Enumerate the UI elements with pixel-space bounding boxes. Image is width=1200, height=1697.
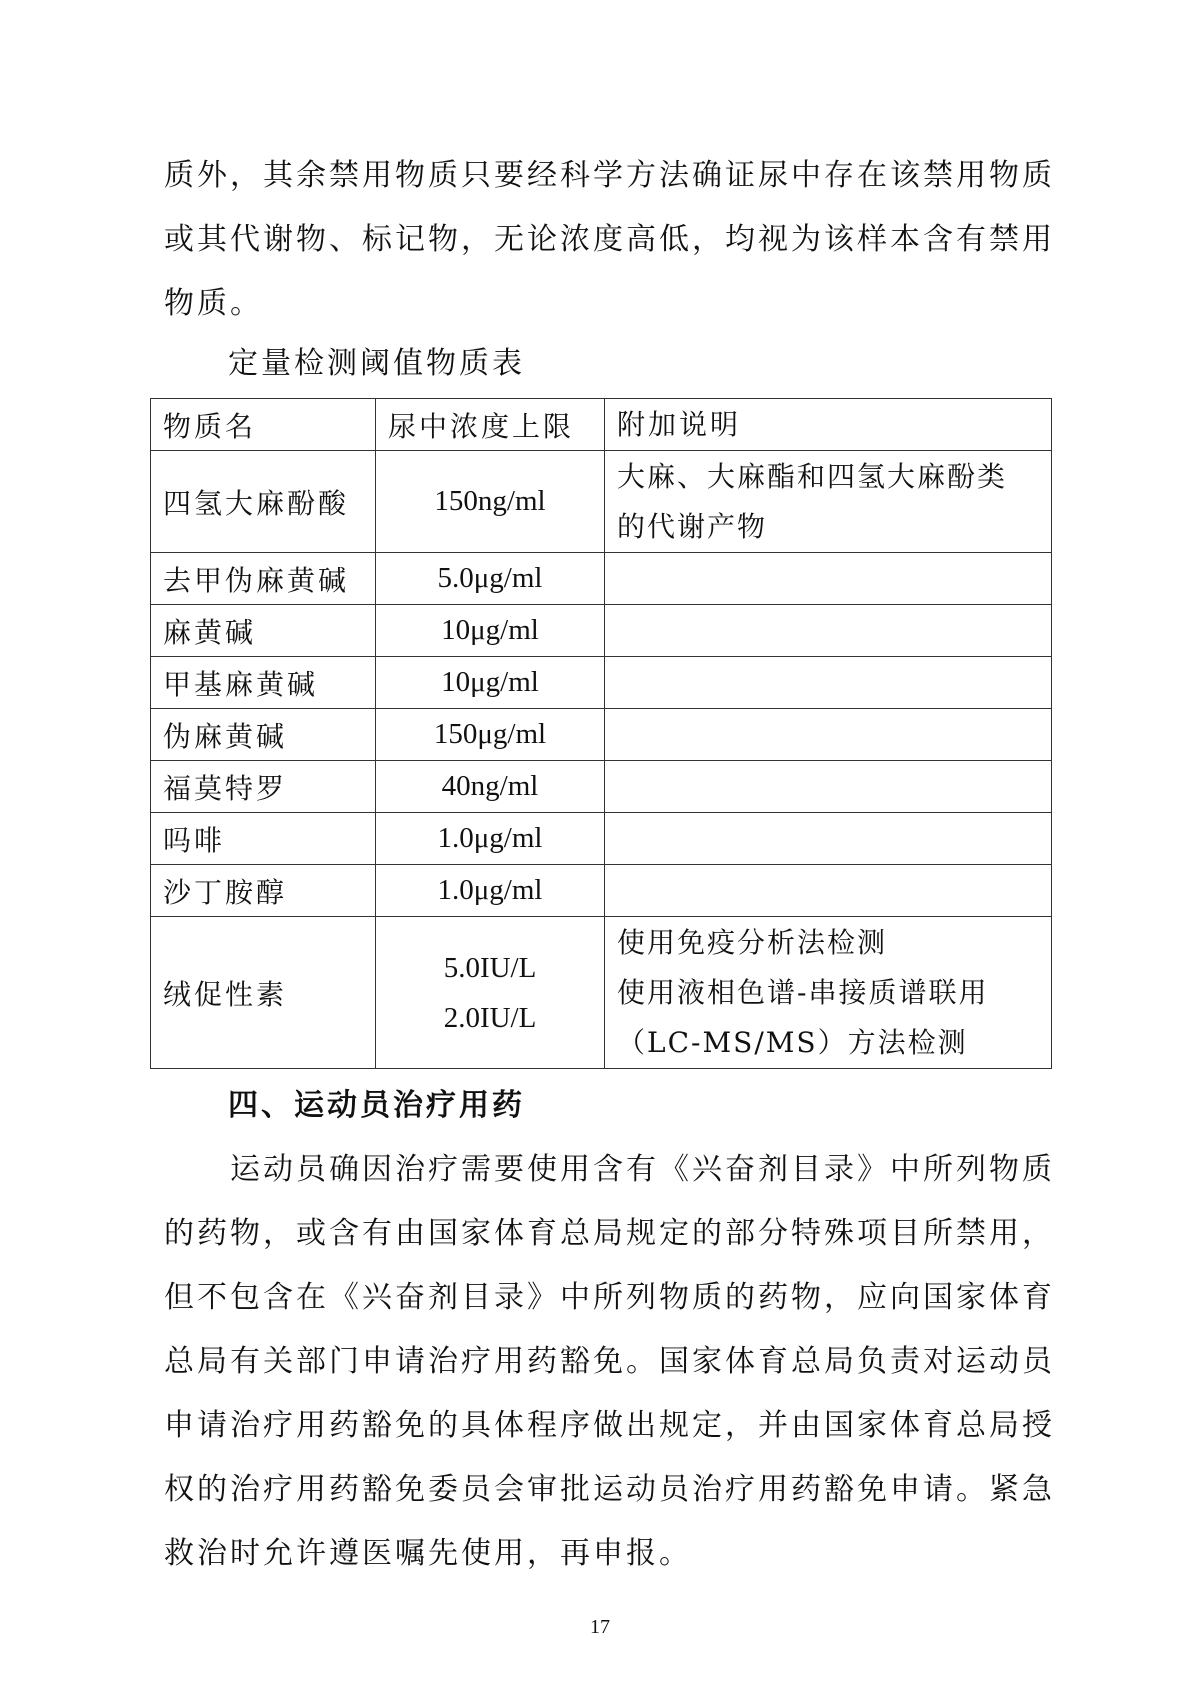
table-row bbox=[151, 917, 1052, 1069]
cell-limit: 5.0μg/ml bbox=[376, 553, 605, 605]
cell-note bbox=[605, 451, 1052, 553]
section-line: 的药物，或含有由国家体育总局规定的部分特殊项目所禁用， bbox=[164, 1216, 1055, 1251]
table-row bbox=[151, 657, 1052, 709]
cell-substance: 绒促性素 bbox=[151, 917, 376, 1069]
intro-line: 或其代谢物、标记物，无论浓度高低，均视为该样本含有禁用 bbox=[164, 222, 1055, 257]
limit-line: 5.0IU/L bbox=[443, 951, 537, 984]
table-row bbox=[151, 553, 1052, 605]
cell-substance: 麻黄碱 bbox=[151, 605, 376, 657]
limit-line: 2.0IU/L bbox=[443, 1001, 537, 1034]
cell-limit: 150ng/ml bbox=[376, 451, 605, 553]
cell-limit: 1.0μg/ml bbox=[376, 865, 605, 917]
header-note: 附加说明 bbox=[605, 399, 1052, 451]
cell-substance: 甲基麻黄碱 bbox=[151, 657, 376, 709]
intro-paragraph bbox=[164, 144, 1054, 336]
cell-limit: 150μg/ml bbox=[376, 709, 605, 761]
cell-note bbox=[605, 553, 1052, 605]
table-caption: 定量检测阈值物质表 bbox=[228, 346, 525, 381]
section-line: 权的治疗用药豁免委员会审批运动员治疗用药豁免申请。紧急 bbox=[164, 1472, 1055, 1507]
cell-note bbox=[605, 657, 1052, 709]
section-line: 总局有关部门申请治疗用药豁免。国家体育总局负责对运动员 bbox=[164, 1344, 1055, 1379]
cell-limit: 1.0μg/ml bbox=[376, 813, 605, 865]
cell-limit bbox=[376, 917, 605, 1069]
intro-line: 物质。 bbox=[164, 286, 263, 321]
section-line: 救治时允许遵医嘱先使用，再申报。 bbox=[164, 1536, 692, 1571]
cell-substance: 福莫特罗 bbox=[151, 761, 376, 813]
cell-note bbox=[605, 813, 1052, 865]
section-line: 申请治疗用药豁免的具体程序做出规定，并由国家体育总局授 bbox=[164, 1408, 1055, 1443]
cell-limit: 10μg/ml bbox=[376, 605, 605, 657]
note-line: 大麻、大麻酯和四氢大麻酚类 bbox=[617, 459, 1008, 493]
cell-note bbox=[605, 709, 1052, 761]
section-line: 但不包含在《兴奋剂目录》中所列物质的药物，应向国家体育 bbox=[164, 1280, 1055, 1315]
note-line: （LC-MS/MS）方法检测 bbox=[617, 1025, 968, 1059]
page-number: 17 bbox=[590, 1616, 610, 1638]
note-line: 的代谢产物 bbox=[617, 509, 768, 543]
table-row bbox=[151, 813, 1052, 865]
cell-substance: 四氢大麻酚酸 bbox=[151, 451, 376, 553]
header-substance: 物质名 bbox=[151, 399, 376, 451]
cell-substance: 沙丁胺醇 bbox=[151, 865, 376, 917]
table-header-row bbox=[151, 399, 1052, 451]
cell-note bbox=[605, 865, 1052, 917]
note-line: 使用免疫分析法检测 bbox=[617, 925, 888, 959]
cell-note bbox=[605, 761, 1052, 813]
cell-substance: 去甲伪麻黄碱 bbox=[151, 553, 376, 605]
cell-substance: 吗啡 bbox=[151, 813, 376, 865]
note-line: 使用液相色谱-串接质谱联用 bbox=[617, 975, 989, 1009]
table-row bbox=[151, 709, 1052, 761]
section-line: 运动员确因治疗需要使用含有《兴奋剂目录》中所列物质 bbox=[164, 1152, 1055, 1187]
cell-limit: 40ng/ml bbox=[376, 761, 605, 813]
table-row bbox=[151, 761, 1052, 813]
section-heading: 四、运动员治疗用药 bbox=[228, 1088, 525, 1123]
cell-note bbox=[605, 605, 1052, 657]
section-paragraph bbox=[164, 1138, 1054, 1586]
table-row bbox=[151, 865, 1052, 917]
table-row bbox=[151, 605, 1052, 657]
cell-limit: 10μg/ml bbox=[376, 657, 605, 709]
cell-note bbox=[605, 917, 1052, 1069]
table-row bbox=[151, 451, 1052, 553]
cell-substance: 伪麻黄碱 bbox=[151, 709, 376, 761]
header-limit: 尿中浓度上限 bbox=[376, 399, 605, 451]
intro-line: 质外，其余禁用物质只要经科学方法确证尿中存在该禁用物质 bbox=[164, 158, 1055, 193]
threshold-table bbox=[150, 398, 1052, 1069]
